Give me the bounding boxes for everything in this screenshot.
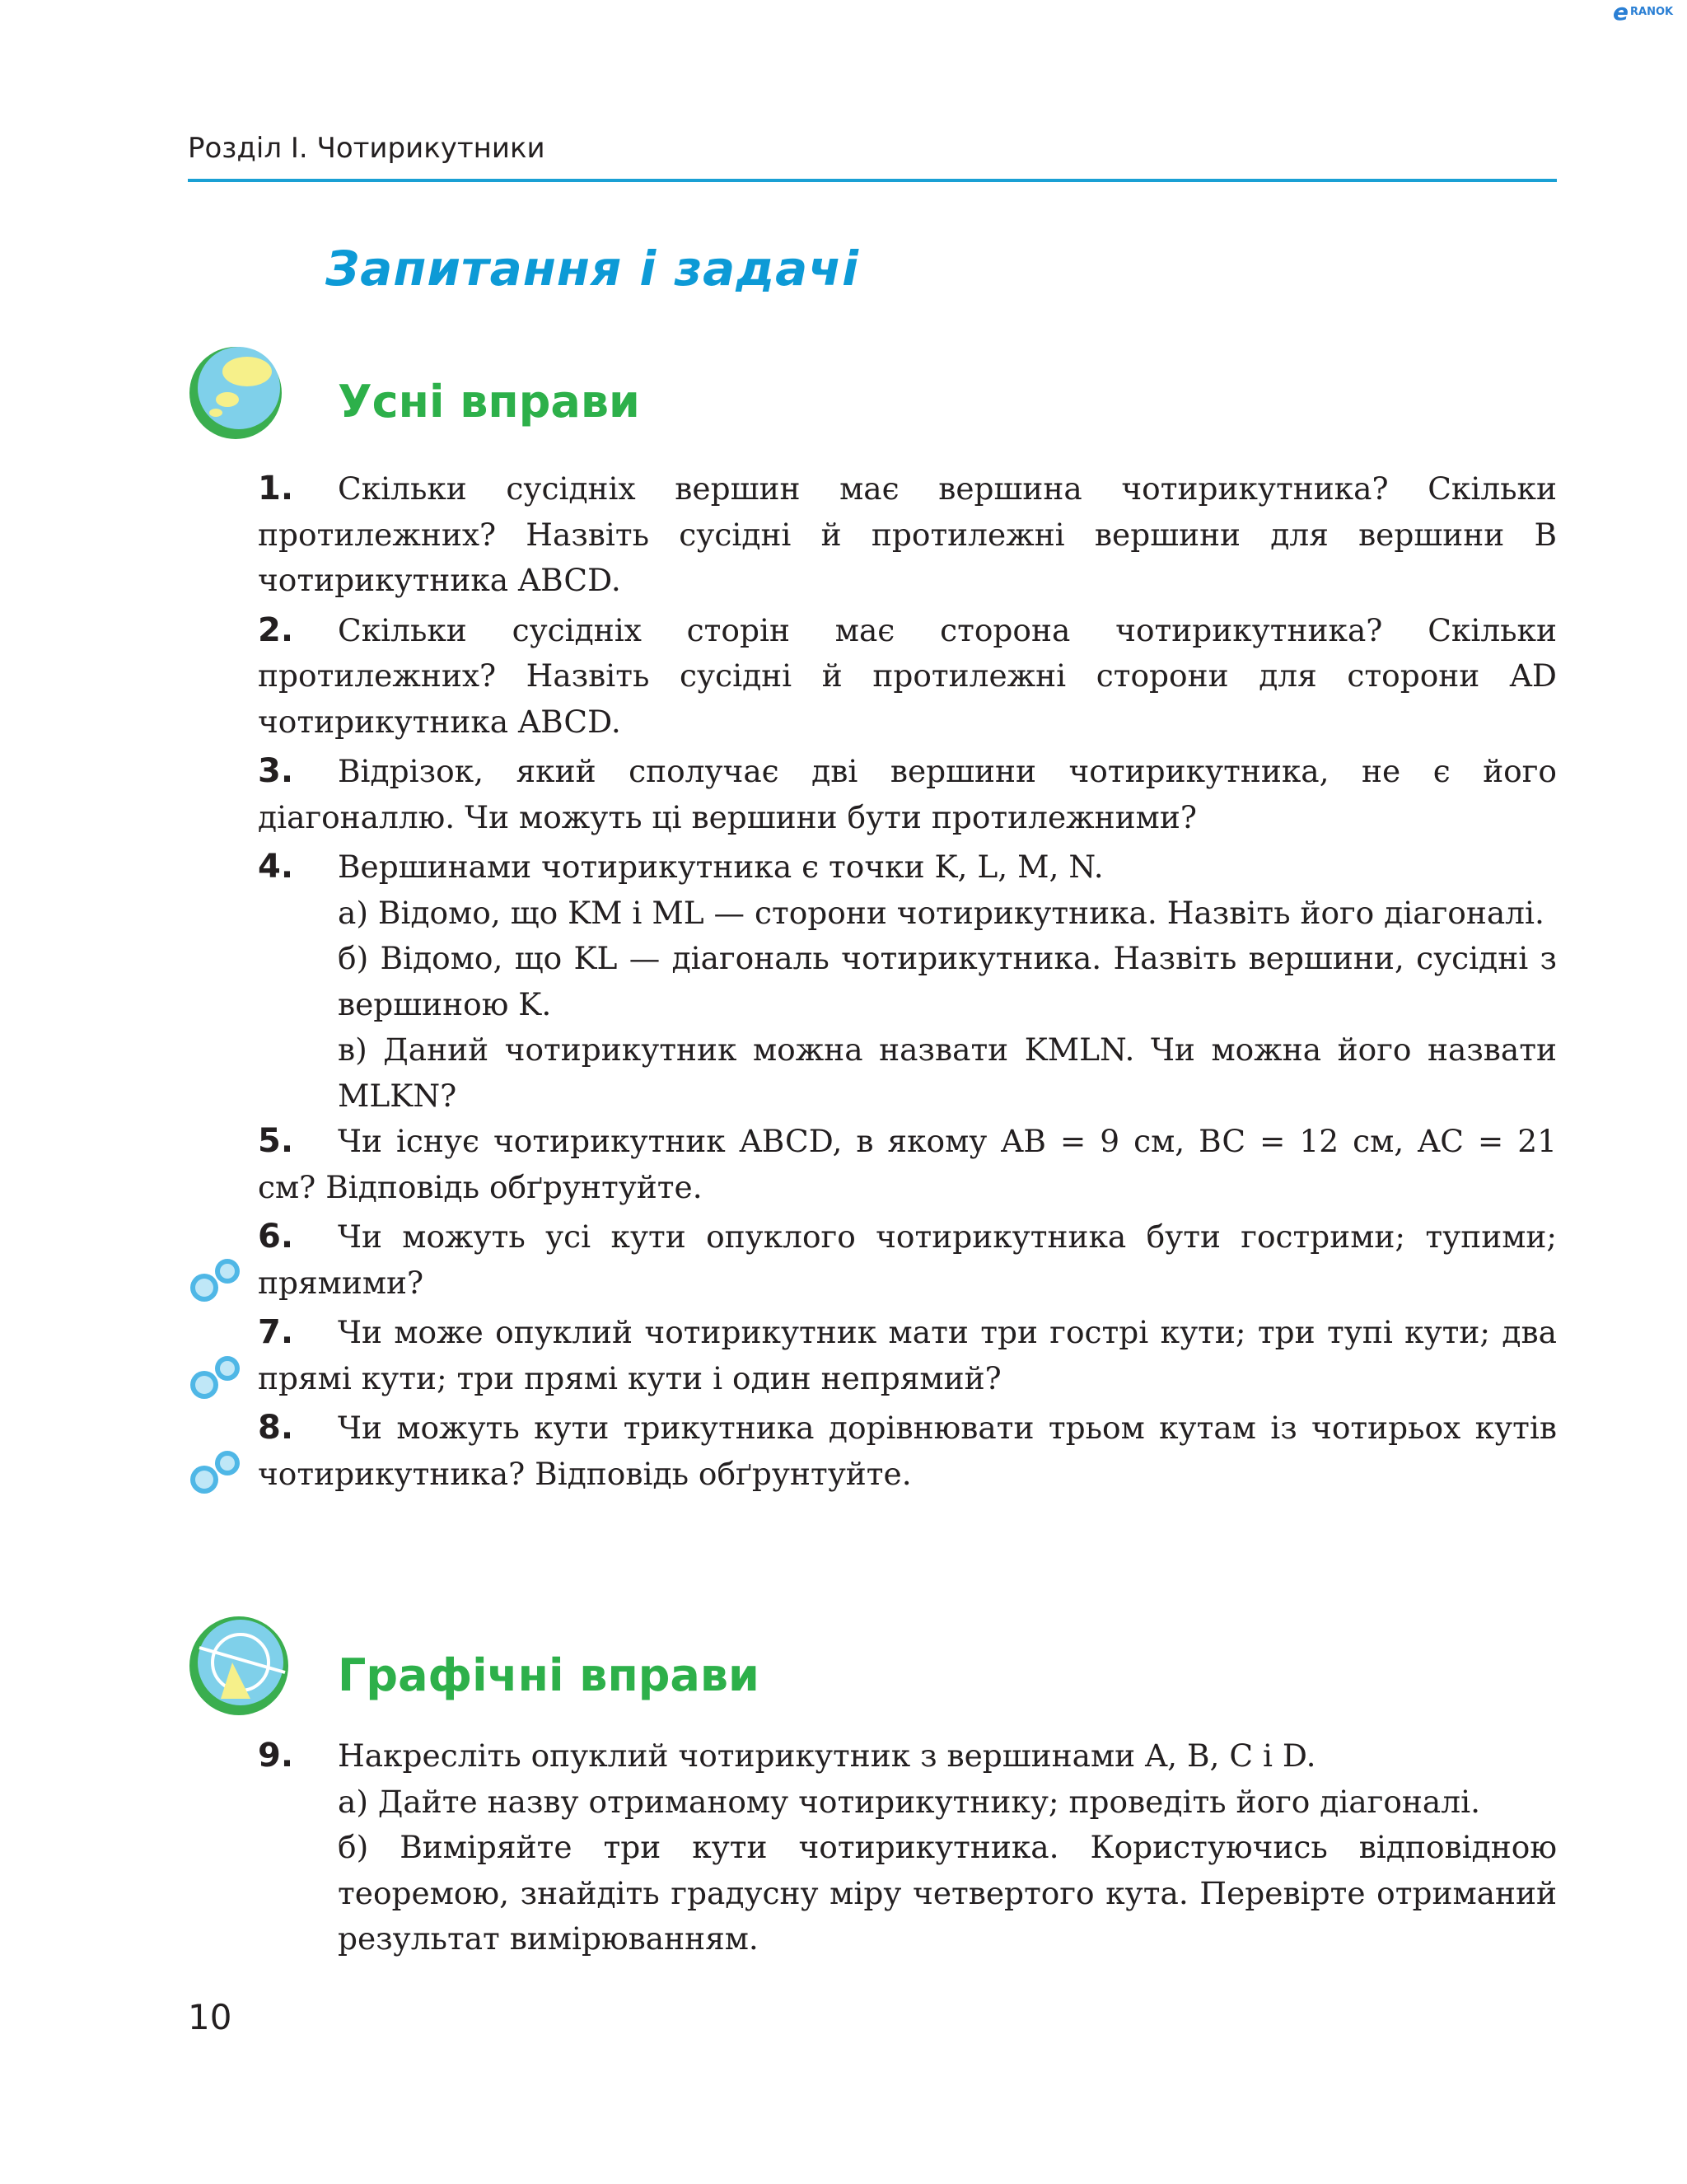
problem-6 bbox=[258, 1214, 1557, 1306]
graphic-problems bbox=[258, 1733, 1557, 1962]
problem-number: 3. bbox=[258, 752, 294, 790]
problem-number: 4. bbox=[258, 848, 294, 886]
running-header: Розділ І. Чотирикутники bbox=[188, 132, 545, 165]
page-number: 10 bbox=[188, 1997, 232, 2037]
problem-7 bbox=[258, 1310, 1557, 1401]
problem-8 bbox=[258, 1405, 1557, 1497]
logo-text: RANOK bbox=[1630, 5, 1674, 18]
problem-text: Чи можуть кути трикутника дорівнювати трьом кутам із чотирьох кутів чотирикутника? Відповідь обґрунтуйте. bbox=[258, 1410, 1557, 1492]
publisher-logo bbox=[1613, 0, 1687, 26]
problem-number: 5. bbox=[258, 1122, 294, 1160]
problem-4b: б) Відомо, що KL — діагональ чотирикутника. Назвіть вершини, сусідні з вершиною K. bbox=[338, 940, 1557, 1022]
problem-number: 6. bbox=[258, 1218, 294, 1256]
problem-2 bbox=[258, 608, 1557, 746]
difficulty-dots-icon bbox=[188, 1256, 245, 1306]
problem-number: 2. bbox=[258, 610, 294, 649]
compass-triangle-icon bbox=[188, 1615, 290, 1717]
problem-text: Вершинами чотирикутника є точки K, L, M, N. bbox=[338, 849, 1104, 885]
problem-3 bbox=[258, 749, 1557, 840]
problem-4 bbox=[258, 844, 1557, 891]
page-title: Запитання і задачі bbox=[325, 241, 859, 297]
problem-text: Накресліть опуклий чотирикутник з вершинами A, B, C і D. bbox=[338, 1737, 1316, 1774]
problem-number: 1. bbox=[258, 470, 294, 507]
oral-section-title: Усні вправи bbox=[338, 376, 640, 428]
problem-9b: б) Виміряйте три кути чотирикутника. Користуючись відповідною теоремою, знайдіть градусну міру четвертого кута. Перевірте отриманий результат вимірюванням. bbox=[338, 1829, 1557, 1957]
oral-problems bbox=[258, 466, 1557, 1501]
problem-number: 7. bbox=[258, 1313, 294, 1351]
problem-9 bbox=[258, 1733, 1557, 1779]
speech-bubble-icon bbox=[188, 345, 283, 441]
difficulty-dots-icon bbox=[188, 1354, 245, 1403]
problem-text: Чи можуть усі кути опуклого чотирикутника бути гострими; тупими; прямими? bbox=[258, 1218, 1557, 1301]
problem-5 bbox=[258, 1119, 1557, 1210]
problem-4c: в) Даний чотирикутник можна назвати KMLN. Чи можна його назвати MLKN? bbox=[338, 1031, 1557, 1114]
graphic-section-title: Графічні вправи bbox=[338, 1649, 759, 1701]
problem-text: Чи існує чотирикутник ABCD, в якому AB = 9 см, BC = 12 см, AC = 21 см? Відповідь обґрунтуйте. bbox=[258, 1123, 1557, 1205]
problem-4a: а) Відомо, що KM і ML — сторони чотирикутника. Назвіть його діагоналі. bbox=[338, 894, 1544, 931]
problem-number: 8. bbox=[258, 1409, 294, 1447]
problem-text: Відрізок, який сполучає дві вершини чотирикутника, не є його діагоналлю. Чи можуть ці вершини бути протилежними? bbox=[258, 753, 1557, 835]
problem-text: Скільки сусідніх вершин має вершина чотирикутника? Скільки протилежних? Назвіть сусідні й протилежні вершини для вершини B чотирикутника ABCD. bbox=[258, 470, 1557, 598]
header-rule bbox=[188, 179, 1557, 182]
problem-1 bbox=[258, 466, 1557, 604]
problem-text: Чи може опуклий чотирикутник мати три гострі кути; три тупі кути; два прямі кути; три прямі кути і один непрямий? bbox=[258, 1314, 1557, 1396]
problem-9a: а) Дайте назву отриманому чотирикутнику; проведіть його діагоналі. bbox=[338, 1783, 1480, 1820]
logo-e-icon: e bbox=[1613, 0, 1629, 26]
problem-number: 9. bbox=[258, 1737, 294, 1775]
problem-text: Скільки сусідніх сторін має сторона чотирикутника? Скільки протилежних? Назвіть сусідні й протилежні сторони для сторони AD чотирикутника ABCD. bbox=[258, 611, 1557, 740]
difficulty-dots-icon bbox=[188, 1448, 245, 1498]
